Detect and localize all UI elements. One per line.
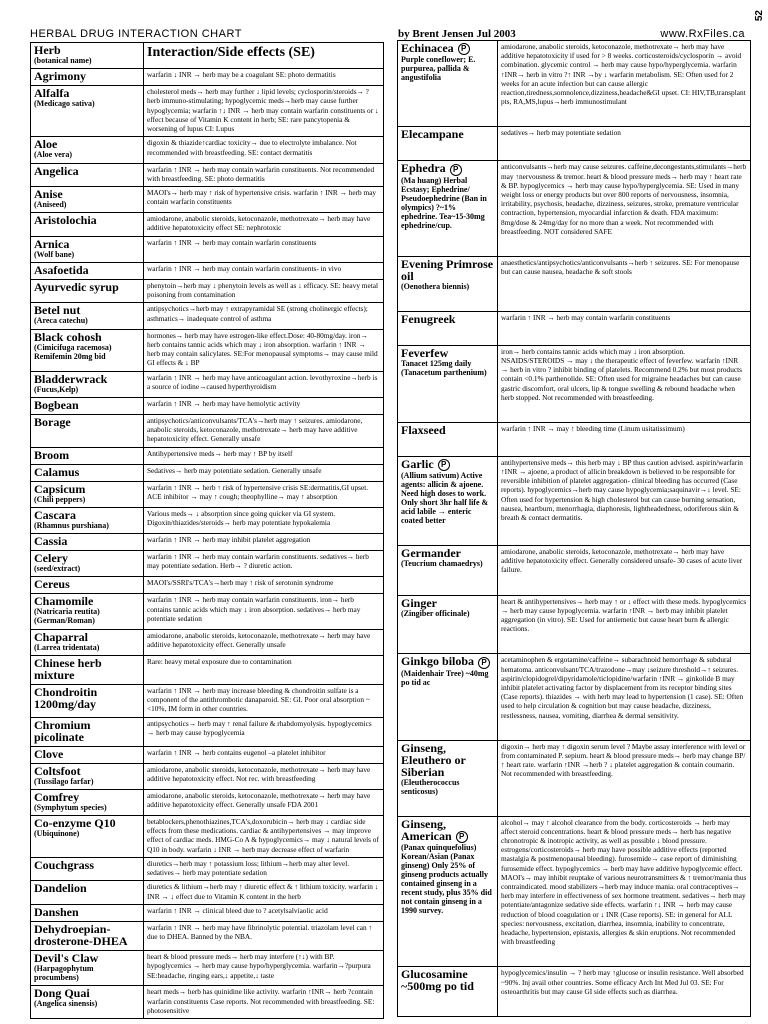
herb-name: Bogbean bbox=[34, 397, 79, 412]
herb-row bbox=[31, 43, 383, 69]
interaction-text: digoxin→ herb may ↑ digoxin serum level ? Maybe assay interference with level or from contaminated P. sepium. heart & blood pressure meds→ herb may change BP/↑ heart rate. warfarin ↑INR →herb ? ↓ platelet aggregation & contain coumarin. Not recommended with breastfeeding. bbox=[501, 741, 746, 779]
herb-name-cell bbox=[31, 465, 144, 481]
interaction-text: Interaction/Side effects (SE) bbox=[147, 45, 315, 60]
interaction-text: acetaminophen & ergotamine/caffeine→ subarachnoid hemorrhage & subdural hematoma. anticonvulsant/TCA/trazodone→may ↓seizure threshold→↑ seizures. aspirin/clopidogrel/dipyridamole/ticlopidine/warfarin ↑INR → ginkolide B may inhibit platelet activating factor by displacement from its receptor binding sites (Case reports). thiazides → with herb may lead to hypertension (1 case). SE: Often used to help circulation & cognition but may cause headache, dizziness, restlessness, nausea, vomiting, diarrhea & dermal sensitivity. bbox=[501, 655, 744, 720]
herb-name: Echinacea bbox=[401, 41, 454, 55]
chart-title: HERBAL DRUG INTERACTION CHART bbox=[30, 28, 242, 40]
herb-row bbox=[31, 263, 383, 280]
interaction-text: antipsychotics→herb may ↑ extrapyramidal SE (strong cholinergic effects); asthmatics→ inadequate control of asthma bbox=[147, 304, 368, 323]
herb-botanical-name: (Medicago sativa) bbox=[34, 99, 95, 109]
herb-name: Garlic bbox=[401, 456, 434, 471]
interaction-text: warfarin ↑ INR → herb may have anticoagulant action. levothyroxine→herb is a source of iodine→caused hyperthyroidism bbox=[147, 372, 378, 391]
interaction-text: warfarin ↑ INR → herb may have fibrinolytic potential. triazolam level can ↑ due to DHEA. Banned by the NBA. bbox=[147, 923, 373, 942]
herb-name: Flaxseed bbox=[401, 422, 446, 437]
herb-name: Angelica bbox=[34, 163, 79, 178]
herb-name: Cereus bbox=[34, 577, 70, 592]
interaction-text: warfarin ↑ INR → herb may contain warfarin constituents bbox=[147, 237, 317, 247]
interaction-text: hypoglycemics/insulin → ? herb may ↑glucose or insulin resistance. Well absorbed ~90%. Inj avail other countries. Some efficacy Arch Int Med Jul 03. SE: For osteoarthritis but may cause GI side effects such as diarrhea. bbox=[501, 968, 744, 996]
interaction-text: anticonvulsants→herb may cause seizures. caffeine,decongestants,stimulants→herb may ↑nervousness & tremor. heart & blood pressure meds→ herb may ↑ heart rate & BP. hypoglycemics → herb may cause hypo/hyperglycemia. SE: Used in many weight loss or energy products but over 800 reports of nervousness, insomnia, irritability, psychosis, headache, dizziness, seizures, stroke, premature ventricular contraction, hypertension, myocardial infarction & death. FDA maximum: 8mg/dose & 24mg/day for no more than a week. Not recommended with breastfeeding. NOT considered SAFE bbox=[501, 162, 747, 236]
herb-botanical-name: (Ubiquinone) bbox=[34, 829, 80, 839]
herb-name-cell bbox=[31, 164, 144, 187]
herb-row bbox=[31, 577, 383, 594]
herb-name: Ginseng, Eleuthero or Siberian bbox=[401, 740, 466, 779]
herb-name: Evening Primrose oil bbox=[401, 256, 494, 283]
interaction-text: antihypertensive meds→ this herb may ↓ BP thus caution advised. aspirin/warfarin ↑INR → ajoene, a product of allicin breakdown is believed to be responsible for reversible inhibition of platelet aggregation- clinical bleeding has occurred (Case reports). hypoglycemics→herb may cause hypoglycemia;saquinavir→↓ level. SE: Often used for hypertension & high cholesterol but can cause burning sensation, nausea, heartburn, menorrhagia, diaphoresis, lightheadedness, odoriferous skin & breath & contact dermatitis. bbox=[501, 457, 743, 523]
herb-name-cell bbox=[31, 577, 144, 593]
pregnancy-warning-icon: P bbox=[478, 657, 490, 669]
herb-botanical-name: (seed/extract) bbox=[34, 564, 81, 574]
herb-name-cell bbox=[31, 482, 144, 507]
herb-name: Comfrey bbox=[34, 789, 80, 804]
herb-name-cell bbox=[398, 457, 498, 545]
herb-botanical-name: (Harpagophytum procumbens) bbox=[34, 964, 94, 983]
herb-name: Bladderwrack bbox=[34, 371, 108, 386]
interaction-text: warfarin ↑ INR → herb may inhibit platelet aggregation bbox=[147, 535, 311, 545]
herb-name-cell bbox=[398, 546, 498, 595]
interaction-text: MAOI's/SSRI's/TCA's→herb may ↑ risk of serotonin syndrome bbox=[147, 578, 334, 588]
herb-name-cell bbox=[398, 257, 498, 311]
herb-row bbox=[31, 69, 383, 86]
herb-name-cell bbox=[31, 630, 144, 655]
herb-name-cell bbox=[31, 187, 144, 212]
herb-botanical-name: (Fucus,Kelp) bbox=[34, 384, 79, 394]
herb-name: Ayurvedic syrup bbox=[34, 279, 119, 294]
interaction-text: sedatives→ herb may potentiate sedation bbox=[501, 128, 621, 138]
interaction-text: amiodarone, anabolic steroids, ketoconazole, methotrexate→ herb may have additive hepatotoxicity effect. Generally unsafe FDA 2001 bbox=[147, 790, 371, 810]
herb-row bbox=[398, 741, 750, 817]
herb-name: Feverfew bbox=[401, 345, 449, 360]
herb-name: Chaparral bbox=[34, 629, 88, 644]
interaction-text: Rare: heavy metal exposure due to contamination bbox=[147, 656, 292, 666]
herb-botanical-name: (Aniseed) bbox=[34, 200, 67, 210]
interaction-text: hormones→ herb may have estrogen-like effect.Dose: 40-80mg/day. iron→ herb contains tannic acids which may ↓ iron absorption. warfarin ↑ INR → herb may contain salicylates. SE:For menopausal symptoms→ may cause mild GI effects & ↓ BP bbox=[147, 330, 378, 368]
interaction-text: warfarin ↑ INR → herb may increase bleeding & chondroitin sulfate is a component of the antithrombotic danaparoid. SE: GI. Poor oral absorption ~<10%, IM form in other countries. bbox=[147, 685, 370, 714]
herb-botanical-name: (Chili peppers) bbox=[34, 494, 86, 504]
herb-name: Couchgrass bbox=[34, 857, 95, 872]
author-line: by Brent Jensen Jul 2003 bbox=[398, 28, 516, 40]
herb-name-cell bbox=[31, 986, 144, 1018]
herb-name-cell bbox=[31, 594, 144, 628]
herb-row bbox=[398, 546, 750, 596]
interaction-text: Various meds→ ↓ absorption since going quicker via GI system. Digoxin/thiazides/steroids→ herb may potentiate hypokalemia bbox=[147, 508, 336, 528]
herb-row bbox=[31, 986, 383, 1018]
herb-name: Celery bbox=[34, 551, 68, 566]
pregnancy-warning-icon: P bbox=[458, 43, 470, 55]
herb-name-cell bbox=[31, 922, 144, 950]
herb-name: Dehydroepian-drosterone-DHEA bbox=[34, 922, 128, 949]
herb-row bbox=[398, 967, 750, 1016]
herb-name: Chromium picolinate bbox=[34, 717, 91, 744]
herb-name-cell bbox=[31, 881, 144, 904]
herb-row bbox=[31, 213, 383, 237]
interaction-text: warfarin ↑ INR → herb ↑ risk of hypertensive crisis SE:dermatitis,GI upset. ACE inhibitor → may ↑ cough; theophylline→ may ↑ absorption bbox=[147, 482, 369, 501]
herb-name: Cassia bbox=[34, 534, 68, 549]
herb-name-cell bbox=[31, 951, 144, 985]
herb-row bbox=[31, 881, 383, 905]
herb-name-cell bbox=[31, 685, 144, 717]
herb-botanical-name: (Areca catechu) bbox=[34, 316, 88, 326]
herb-name: Germander bbox=[401, 546, 461, 561]
herb-botanical-name: (Ma huang) Herbal Ecstasy; Ephedrine/ Pseudoephedrine (Ban in olympics) ?~1% ephedrine. Tea~15-30mg ephedrine/cup. bbox=[401, 175, 487, 230]
herb-name-cell bbox=[31, 790, 144, 815]
herb-name-cell bbox=[31, 86, 144, 136]
herb-row bbox=[398, 257, 750, 312]
herb-name: Ginseng, American bbox=[401, 816, 452, 843]
interaction-text: amiodarone, anabolic steroids, ketoconazole, methotrexate→ herb may have additive hepatotoxicity effect. Not rec. with breastfeeding bbox=[147, 764, 371, 783]
page-number: 52 bbox=[754, 10, 765, 22]
interaction-text: warfarin ↑ INR → herb may have hemolytic activity bbox=[147, 398, 301, 408]
herb-name-cell bbox=[31, 858, 144, 881]
herb-row bbox=[31, 237, 383, 263]
herb-name: Capsicum bbox=[34, 481, 86, 496]
herb-row bbox=[31, 164, 383, 188]
herb-name-cell bbox=[31, 213, 144, 236]
interaction-text: heart & antihypertensives→ herb may ↑ or ↓ effect with these meds. hypoglycemics → herb may cause hypoglycemia. warfarin ↑INR → herb may inhibit platelet aggregation (in vitro). SE: Used for antiemetic but cause heart burn & allergic reactions. bbox=[501, 596, 747, 634]
herb-name: Aloe bbox=[34, 137, 58, 152]
herb-name-cell bbox=[31, 718, 144, 746]
interaction-text: antipsychotics→ herb may ↑ renal failure & rhabdomyolysis. hypoglycemics → herb may cause hypoglycemia bbox=[147, 718, 372, 737]
pregnancy-warning-icon: P bbox=[438, 459, 450, 471]
herb-row bbox=[398, 312, 750, 346]
herb-row bbox=[31, 747, 383, 764]
interaction-text: diuretics & lithium→herb may ↑ diuretic effect & ↑ lithium toxicity. warfarin ↓ INR → ↓ effect due to Vitamin K content in the herb bbox=[147, 882, 379, 901]
herb-name: Dandelion bbox=[34, 881, 87, 896]
herb-botanical-name: (Wolf bane) bbox=[34, 249, 75, 259]
herb-name-cell bbox=[31, 551, 144, 576]
herb-row bbox=[398, 596, 750, 655]
herb-row bbox=[31, 465, 383, 482]
herb-botanical-name: (Larrea tridentata) bbox=[34, 642, 100, 652]
herb-row bbox=[31, 905, 383, 922]
herb-name: Broom bbox=[34, 447, 70, 462]
interaction-text: warfarin ↓ INR → herb may be a coagulant SE: photo dermatitis bbox=[147, 70, 336, 80]
website-link[interactable]: www.RxFiles.ca bbox=[660, 28, 745, 40]
herb-row bbox=[398, 457, 750, 546]
interaction-text: anaesthetics/antipsychotics/anticonvulsants→herb ↑ seizures. SE: For menopause but can cause nausea, headache & soft stools bbox=[501, 257, 740, 277]
interaction-text: Antihypertensive meds→ herb may ↑ BP by itself bbox=[147, 448, 293, 458]
herb-name-cell bbox=[31, 905, 144, 921]
herb-name: Aristolochia bbox=[34, 213, 97, 228]
herb-name-cell bbox=[31, 263, 144, 279]
interaction-text: amiodarone, anabolic steroids, ketoconazole, methotrexate→ herb may have additive hepatotoxicity effect. Generally unsafe bbox=[147, 630, 371, 649]
herb-name-cell bbox=[31, 69, 144, 85]
herb-botanical-name: (Oenothera biennis) bbox=[401, 281, 470, 291]
herb-name: Betel nut bbox=[34, 303, 81, 318]
herb-name-cell bbox=[31, 508, 144, 533]
herb-name-cell bbox=[31, 330, 144, 371]
herb-row bbox=[398, 423, 750, 457]
herb-row bbox=[398, 127, 750, 161]
pregnancy-warning-icon: P bbox=[456, 831, 468, 843]
herb-botanical-name: (Symphytum species) bbox=[34, 802, 107, 812]
herb-name: Dong Quai bbox=[34, 986, 90, 1001]
herb-row bbox=[31, 398, 383, 415]
left-column-table bbox=[30, 42, 384, 1019]
herb-name: Calamus bbox=[34, 464, 80, 479]
herb-name-cell bbox=[31, 43, 144, 68]
herb-row bbox=[31, 508, 383, 534]
herb-botanical-name: (Rhamnus purshiana) bbox=[34, 520, 109, 530]
herb-row bbox=[31, 718, 383, 747]
herb-botanical-name: (Maidenhair Tree) ~40mg po tid ac bbox=[401, 668, 489, 687]
herb-name: Arnica bbox=[34, 236, 70, 251]
herb-row bbox=[398, 817, 750, 968]
interaction-text: alcohol→ may ↑ alcohol clearance from the body. corticosteroids → herb may affect steroid concentrations. heart & blood pressure meds→ herb has negative chronotropic & inotropic activity, as well as possible ↓ blood pressure. estrogens/corticosteroids→ herb may have possible additive effects (reported mastalgia & postmenopausal bleeding). furosemide→ case report of diminishing furosemide effect. hypoglycemics → herb may have additive hypoglycemic effect. MAOI's→ may inhibit reuptake of various neurotransmitters & ↑ tremor/mania thus contraindicated. mood stabilizers→herb may induce mania. oral contraceptives→ herb may interfere in effectiveness of sex hormone treatment. sedatives→ herb may potentiate/antagonize sedative side effects. warfarin ↑↓ INR → herb may cause reduction of blood coagulation or ↓ INR (Case reports). SE: in general for ALL species: nervousness, excitation, diarrhea, insomnia, inability to concentrate, headache, hypertension, epistaxis, allergies & skin eruptions. Not recommended with breastfeeding bbox=[501, 817, 747, 947]
herb-name: Fenugreek bbox=[401, 311, 456, 326]
interaction-text: warfarin ↑ INR → herb may contain warfarin constituents- in vivo bbox=[147, 263, 342, 273]
herb-row bbox=[398, 654, 750, 740]
interaction-text: warfarin ↑ INR → herb may contain warfarin constituents bbox=[501, 312, 671, 322]
herb-botanical-name: (Cimicifuga racemosa) Remifemin 20mg bid bbox=[34, 342, 112, 361]
herb-botanical-name: (Panax quinquefolius) Korean/Asian (Panax ginseng) Only 25% of ginseng products actually contained ginseng in a recent study, plus 35% did not contain ginseng in a 1990 survey. bbox=[401, 842, 492, 915]
herb-name: Glucosamine ~500mg po tid bbox=[401, 967, 474, 994]
right-column-table bbox=[397, 40, 751, 1017]
interaction-text: iron→ herb contains tannic acids which may ↓ iron absorption. NSAIDS/STEROIDS → may ↓ the therapeutic effect of feverfew. warfarin ↑INR → herb in vitro ? inhibit binding of platelets. Recommend 0.2% but most products contain <0.1% parthenolide. SE: Often used for migraine headaches but can cause gastric discomfort, oral ulcers, lip & tongue swelling & rebound headache when herb stopped. Not recommended with breastfeeding. bbox=[501, 346, 742, 402]
herb-name-cell bbox=[398, 161, 498, 256]
herb-name-cell bbox=[398, 41, 498, 126]
interaction-text: diuretics→herb may ↑ potassium loss; lithium→herb may alter level. sedatives→ herb may potentiate sedation bbox=[147, 858, 350, 878]
herb-name: Danshen bbox=[34, 905, 79, 920]
interaction-text: warfarin ↑ INR → herb contains eugenol –a platelet inhibitor bbox=[147, 747, 326, 757]
herb-name: Chamomile bbox=[34, 594, 94, 609]
herb-name: Asafoetida bbox=[34, 262, 89, 277]
herb-row bbox=[31, 330, 383, 372]
herb-botanical-name: (Zingiber officinale) bbox=[401, 608, 470, 618]
herb-row bbox=[31, 551, 383, 577]
herb-name-cell bbox=[31, 237, 144, 262]
herb-row bbox=[31, 764, 383, 790]
herb-name-cell bbox=[398, 967, 498, 1016]
herb-name-cell bbox=[398, 312, 498, 345]
herb-name-cell bbox=[398, 596, 498, 654]
herb-row bbox=[31, 415, 383, 448]
herb-row bbox=[31, 482, 383, 508]
interaction-text: cholesterol meds→ herb may further ↓ lipid levels; cyclosporin/steroids→ ? herb immuno-stimulating; hypoglycemic meds→herb may cause further hypoglycemia; warfarin ↑↓ INR → herb may contain warfarin constituents or ↓ effect because of Vitamin K content in herb; SE: rare pancytopenia & worsening of lupus CI: Lupus bbox=[147, 87, 379, 134]
interaction-text: heart meds→ herb has quinidine like activity. warfarin ↑INR→ herb ?contain warfarin constituents Case reports. Not recommended with breastfeeding. SE: photosensitive bbox=[147, 987, 375, 1015]
herb-row bbox=[31, 816, 383, 858]
herb-name: Black cohosh bbox=[34, 329, 102, 344]
interaction-text: heart & blood pressure meds→ herb may interfere (↑↓) with BP. hypoglycemics → herb may cause hypo/hyperglycemia. warfarin→?purpura SE:headache, ringing ears,↓ appetite,↓ taste bbox=[147, 952, 371, 980]
herb-name-cell bbox=[31, 747, 144, 763]
herb-row bbox=[31, 372, 383, 398]
herb-row bbox=[31, 534, 383, 551]
herb-botanical-name: (botanical name) bbox=[34, 56, 92, 65]
herb-botanical-name: Tanacet 125mg daily (Tanacetum parthenium) bbox=[401, 358, 487, 377]
interaction-text: amiodarone, anabolic steroids, ketoconazole, methotrexate→ herb may have additive hepatotoxicity if used for > 8 weeks. corticosteroids/cyclosporin → avoid combination. glycemic control → herb may cause hypo/hyperglycemia. warfarin ↑INR→ herb in vitro ?↑ INR →by ↓ warfarin metabolism. SE: Often used for 2 weeks for an acute infection but can cause allergic reaction,tiredness,somnolence,dizziness,headache&GI upset. CI: HIV,TB,transplant pts, RA,MS,lupus→herb immunostimulant bbox=[501, 42, 746, 107]
herb-name: Ginkgo biloba bbox=[401, 654, 475, 669]
herb-name-cell bbox=[31, 816, 144, 857]
herb-name: Chinese herb mixture bbox=[34, 655, 102, 682]
herb-row bbox=[31, 790, 383, 816]
herb-row bbox=[31, 922, 383, 951]
herb-name-cell bbox=[31, 280, 144, 303]
interaction-text: Sedatives→ herb may potentiate sedation. Generally unsafe bbox=[147, 465, 322, 475]
herb-name-cell bbox=[398, 346, 498, 422]
herb-row bbox=[398, 41, 750, 127]
herb-name: Ginger bbox=[401, 595, 437, 610]
interaction-text: digoxin & thiazide↑cardiac toxicity→ due to electrolyte imbalance. Not recommended with breastfeeding. SE: contact dermatitis bbox=[147, 138, 357, 157]
herb-name: Agrimony bbox=[34, 69, 86, 84]
herb-row bbox=[31, 594, 383, 629]
herb-name-cell bbox=[31, 656, 144, 684]
herb-row bbox=[31, 858, 383, 882]
herb-botanical-name: (Aloe vera) bbox=[34, 150, 72, 160]
herb-name-cell bbox=[31, 372, 144, 397]
herb-name: Clove bbox=[34, 746, 64, 761]
herb-row bbox=[31, 280, 383, 304]
herb-name-cell bbox=[31, 534, 144, 550]
herb-name-cell bbox=[398, 654, 498, 739]
interaction-text: amiodarone, anabolic steroids, ketoconazole, methotrexate→ herb may have additive hepatotoxicity effect SE: nephrotoxic bbox=[147, 214, 371, 233]
herb-row bbox=[398, 161, 750, 257]
herb-name: Chondroitin 1200mg/day bbox=[34, 684, 98, 711]
herb-name-cell bbox=[398, 423, 498, 456]
herb-name: Anise bbox=[34, 187, 63, 202]
interaction-text: warfarin ↑ INR → herb may contain warfarin constituents. Not recommended with breastfeeding. SE: photo dermatitis bbox=[147, 164, 375, 183]
herb-row bbox=[31, 448, 383, 465]
herb-name: Elecampane bbox=[401, 127, 464, 142]
herb-name: Herb bbox=[34, 43, 61, 57]
interaction-text: warfarin ↑ INR → clinical bleed due to ? acetylsalviaolic acid bbox=[147, 906, 328, 916]
herb-name: Devil's Claw bbox=[34, 951, 99, 966]
interaction-text: amiodarone, anabolic steroids, ketoconazole, methotrexate→ herb may have additive hepatotoxicity effect. Generally considered unsafe- 30 cases of acute liver failure. bbox=[501, 547, 743, 575]
herb-name: Co-enzyme Q10 bbox=[34, 816, 116, 831]
herb-name: Borage bbox=[34, 414, 71, 429]
herb-row bbox=[31, 685, 383, 718]
herb-name: Ephedra bbox=[401, 161, 446, 176]
herb-botanical-name: (Tussilago farfar) bbox=[34, 776, 94, 786]
herb-name: Cascara bbox=[34, 507, 76, 522]
interaction-text: MAOI's→ herb may ↑ risk of hypertensive crisis. warfarin ↑ INR → herb may contain warfarin constituents bbox=[147, 188, 377, 207]
herb-botanical-name: (Natricaria reutita) (German/Roman) bbox=[34, 607, 100, 626]
herb-botanical-name: Purple coneflower; E. purpurea, pallida & angustifolia bbox=[401, 55, 476, 83]
interaction-text: phenytoin→herb may ↓ phenytoin levels as well as ↓ efficacy. SE: heavy metal poisoning from contamination bbox=[147, 280, 379, 300]
herb-name-cell bbox=[398, 127, 498, 160]
interaction-text: betablockers,phenothiazines,TCA's,doxorubicin→ herb may ↓ cardiac side effects from these medications. cardiac & antihypertensives → may improve effect of cardiac meds. HMG-Co A & hypoglycemics→ may ↓ natural levels of Q10 in body. warfarin ↓ INR → herb may decrease effect of warfarin bbox=[147, 817, 379, 854]
interaction-text: warfarin ↑ INR → herb may contain warfarin constituents. iron→ herb contains tannic acids which may ↓ iron absorption. sedatives→ herb may potentiate sedation bbox=[147, 595, 361, 623]
herb-name-cell bbox=[31, 448, 144, 464]
herb-name-cell bbox=[31, 398, 144, 414]
herb-name-cell bbox=[398, 741, 498, 816]
herb-botanical-name: (Teucrium chamaedrys) bbox=[401, 559, 483, 569]
pregnancy-warning-icon: P bbox=[450, 164, 462, 176]
interaction-text: warfarin ↑ INR → herb may contain warfarin constituents. sedatives→ herb may potentiate sedation. Herb→ ? diuretic action. bbox=[147, 552, 369, 571]
herb-botanical-name: (Allium sativum) Active agents: allicin & ajoene. Need high doses to work. Only short 3hr half life & acid labile → enteric coated better bbox=[401, 471, 489, 526]
herb-name-cell bbox=[31, 137, 144, 162]
interaction-text: antipsychotics/anticonvulsants/TCA's→herb may ↑ seizures. amiodarone, anabolic steroids, ketoconazole, methotrexate→ herb may have additive hepatotoxicity effect. Generally unsafe bbox=[147, 415, 363, 444]
herb-row bbox=[398, 346, 750, 423]
herb-name-cell bbox=[398, 817, 498, 967]
interaction-text: warfarin ↑ INR → may ↑ bleeding time (Linum usitatissimum) bbox=[501, 423, 685, 433]
herb-row bbox=[31, 86, 383, 137]
herb-row bbox=[31, 656, 383, 685]
herb-row bbox=[31, 951, 383, 986]
herb-row bbox=[31, 303, 383, 329]
herb-botanical-name: (Eleutherococcus senticosus) bbox=[401, 777, 460, 796]
herb-name: Coltsfoot bbox=[34, 763, 81, 778]
herb-name-cell bbox=[31, 303, 144, 328]
herb-row bbox=[31, 187, 383, 213]
herb-name-cell bbox=[31, 764, 144, 789]
herb-row bbox=[31, 137, 383, 163]
herb-row bbox=[31, 630, 383, 656]
herb-name-cell bbox=[31, 415, 144, 447]
herb-botanical-name: (Angelica sinensis) bbox=[34, 999, 98, 1009]
herb-name: Alfalfa bbox=[34, 86, 70, 101]
